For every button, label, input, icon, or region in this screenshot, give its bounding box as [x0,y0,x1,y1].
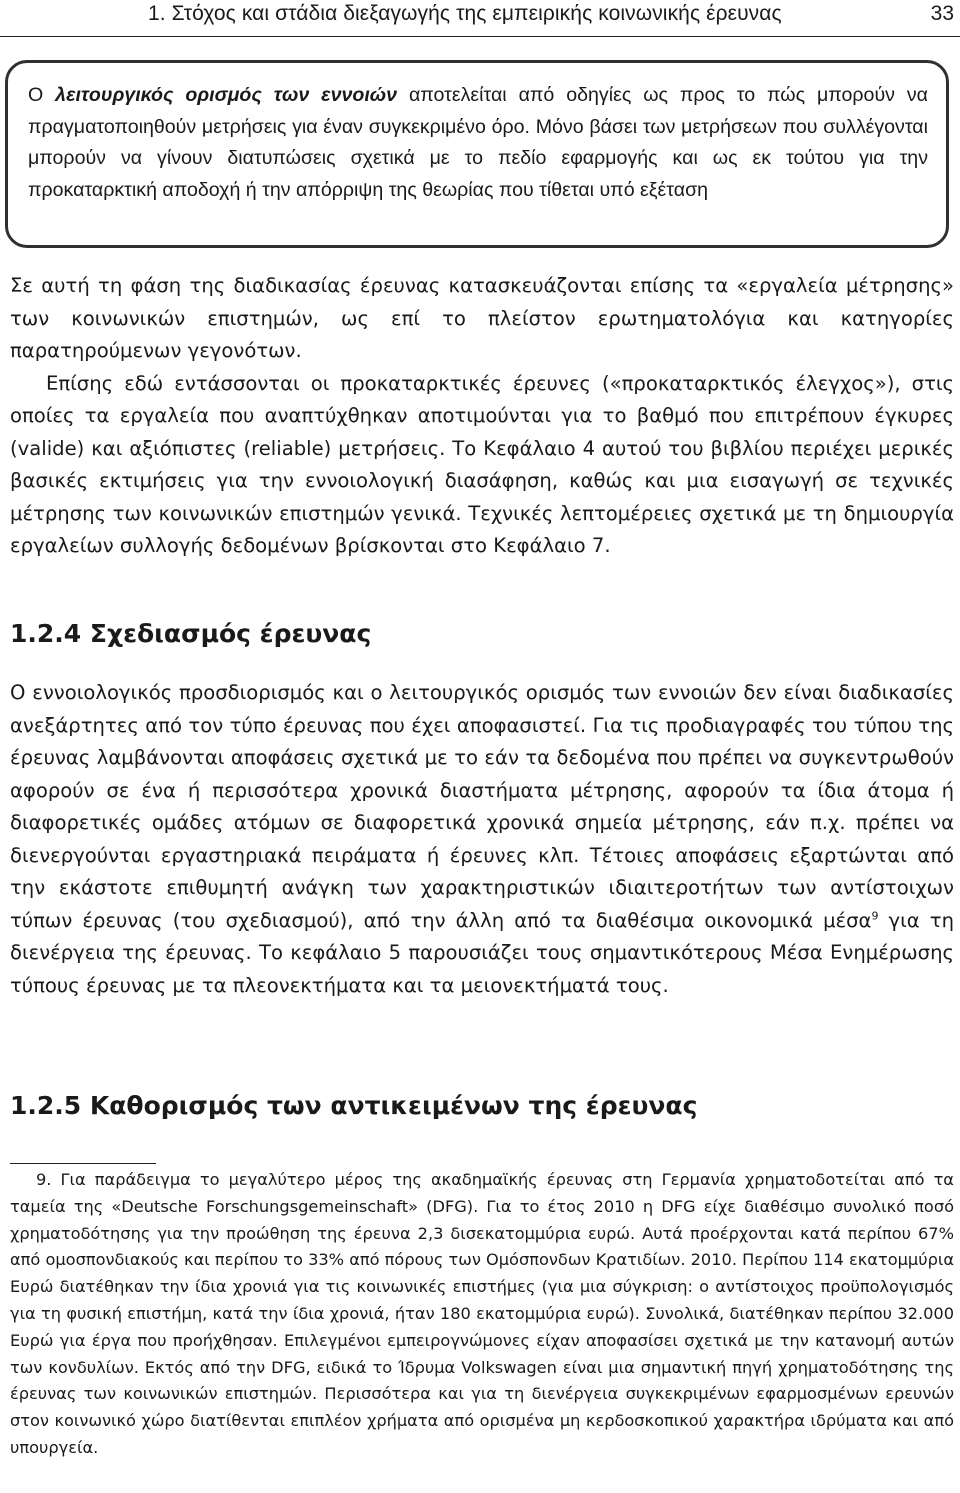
paragraph-text: Ο εννοιολογικός προσδιορισμός και ο λειτουργικός ορισμός των εννοιών δεν είναι διαδικασίες ανεξάρτητες από τον τύπο έρευνας που έχει αποφασιστεί. Για τις προδιαγραφές του τύπου της έρευνας λαμβάνονται αποφάσεις σχετικά με το εάν τα δεδομένα που πρέπει να συγκεντρωθούν αφορούν σε ένα ή περισσότερα χρονικά διαστήματα μέτρησης, αφορούν τα ίδια άτομα ή διαφορετικές ομάδες ατόμων σε διαφορετικά χρονικά σημεία μέτρησης, εάν π.χ. πρέπει να διενεργούνται εργαστηριακά πειράματα ή έρευνες κλπ. Τέτοιες αποφάσεις εξαρτώνται από την εκάστοτε επιθυμητή ανάγκη των χαρακτηριστικών ιδιαιτεροτήτων των αντίστοιχων τύπων έρευνας (του σχεδιασμού), από την άλλη από τα διαθέσιμα οικονομικά μέσα [10,681,954,932]
section-heading: 1.2.4 Σχεδιασμός έρευνας [10,619,372,648]
paragraph-text: για τη διενέργεια της έρευνας. Το κεφάλαιο 5 παρουσιάζει τους σημαντικότερους Μέσα Ενημέρωσης τύπους έρευνας με τα πλεονεκτήματα και τα μειονεκτήματά τους. [10,908,954,997]
chapter-title: 1. Στόχος και στάδια διεξαγωγής της εμπειρικής κοινωνικής έρευνας [148,2,782,25]
footnote-ref: 9 [871,908,879,922]
running-header [0,0,960,37]
box-lead: Ο [28,84,56,106]
paragraph: Σε αυτή τη φάση της διαδικασίας έρευνας κατασκευάζονται επίσης τα «εργαλεία μέτρησης» των κοινωνικών επιστημών, ως επί το πλείστον ερωτηματολόγια και κατηγορίες παρατηρούμενων γεγονότων. [10,274,954,362]
footnote-text: Για παράδειγμα το μεγαλύτερο μέρος της ακαδημαϊκής έρευνας στη Γερμανία χρηματοδοτείται από τα ταμεία της «Deutsche Forschungsgemeinschaft» (DFG). Για το έτος 2010 η DFG είχε διαθέσιμο συνολικό ποσό χρηματοδότησης για την προώθηση της έρευνα 2,3 δισεκατομμύρια ευρώ. Αυτά προέρχονται κατά περίπου 67% από ομοσπονδιακούς και περίπου το 33% από πόρους των Ομόσπονδων Κρατιδίων. 2010. Περίπου 114 εκατομμύρια Ευρώ διατέθηκαν την ίδια χρονιά για τις κοινωνικές επιστήμες (για μια σύγκριση: ο αντίστοιχος προϋπολογισμός για τη φυσική επιστήμη, κατά την ίδια χρονιά, ήταν 180 εκατομμύρια ευρώ). Συνολικά, διατέθηκαν περίπου 32.000 Ευρώ για έργα που προήχθησαν. Επιλεγμένοι εμπειρογνώμονες είχαν αποφασίσει σχετικά με την κατανομή αυτών των κονδυλίων. Εκτός από την DFG, ειδικά το Ίδρυμα Volkswagen είναι μια σημαντική πηγή χρηματοδότησης της έρευνας των κοινωνικών επιστημών. Περισσότερα και για τη διενέργεια συγκεκριμένων εφαρμοσμένων ερευνών στον κοινωνικό χώρο διατίθενται επιπλέον χρήματα από ορισμένα μη κερδοσκοπικού χαρακτήρα ιδρύματα και από υπουργεία. [10,1170,954,1457]
paragraph [10,677,954,1002]
section-body [10,677,954,1002]
paragraph: Επίσης εδώ εντάσσονται οι προκαταρκτικές έρευνες («προκαταρκτικός έλεγχος»), στις οποίες τα εργαλεία που αναπτύχθηκαν αποτιμούνται για το βαθμό που επιτρέπουν έγκυρες (valide) και αξιόπιστες (reliable) μετρήσεις. Το Κεφάλαιο 4 αυτού του βιβλίου περιέχει μερικές βασικές εκτιμήσεις για την εννοιολογική διασάφηση, καθώς και μια εισαγωγή σε τεχνικές μέτρησης των κοινωνικών επιστημών γενικά. Τεχνικές λεπτομέρειες σχετικά με τη δημιουργία εργαλείων συλλογής δεδομένων βρίσκονται στο Κεφάλαιο 7. [10,371,954,557]
page-number: 33 [930,2,954,25]
footnote-rule [10,1163,156,1164]
section-body [10,270,954,563]
footnote [10,1167,954,1462]
section-heading: 1.2.5 Καθορισμός των αντικειμένων της έρευνας [10,1091,698,1120]
footnote-number: 9. [36,1170,52,1189]
definition-box [5,60,949,248]
box-text: αποτελείται από οδηγίες ως προς το πώς μπορούν να πραγματοποιηθούν μετρήσεις για έναν συγκεκριμένο όρο. Μόνο βάσει των μετρήσεων που συλλέγονται μπορούν να γίνουν διατυπώσεις σχετικά με το πεδίο εφαρμογής και ως εκ τούτου για την προκαταρκτική αποδοχή ή την απόρριψη της θεωρίας που τίθεται υπό εξέταση [28,84,928,201]
box-term: λειτουργικός ορισμός των εννοιών [55,84,398,106]
